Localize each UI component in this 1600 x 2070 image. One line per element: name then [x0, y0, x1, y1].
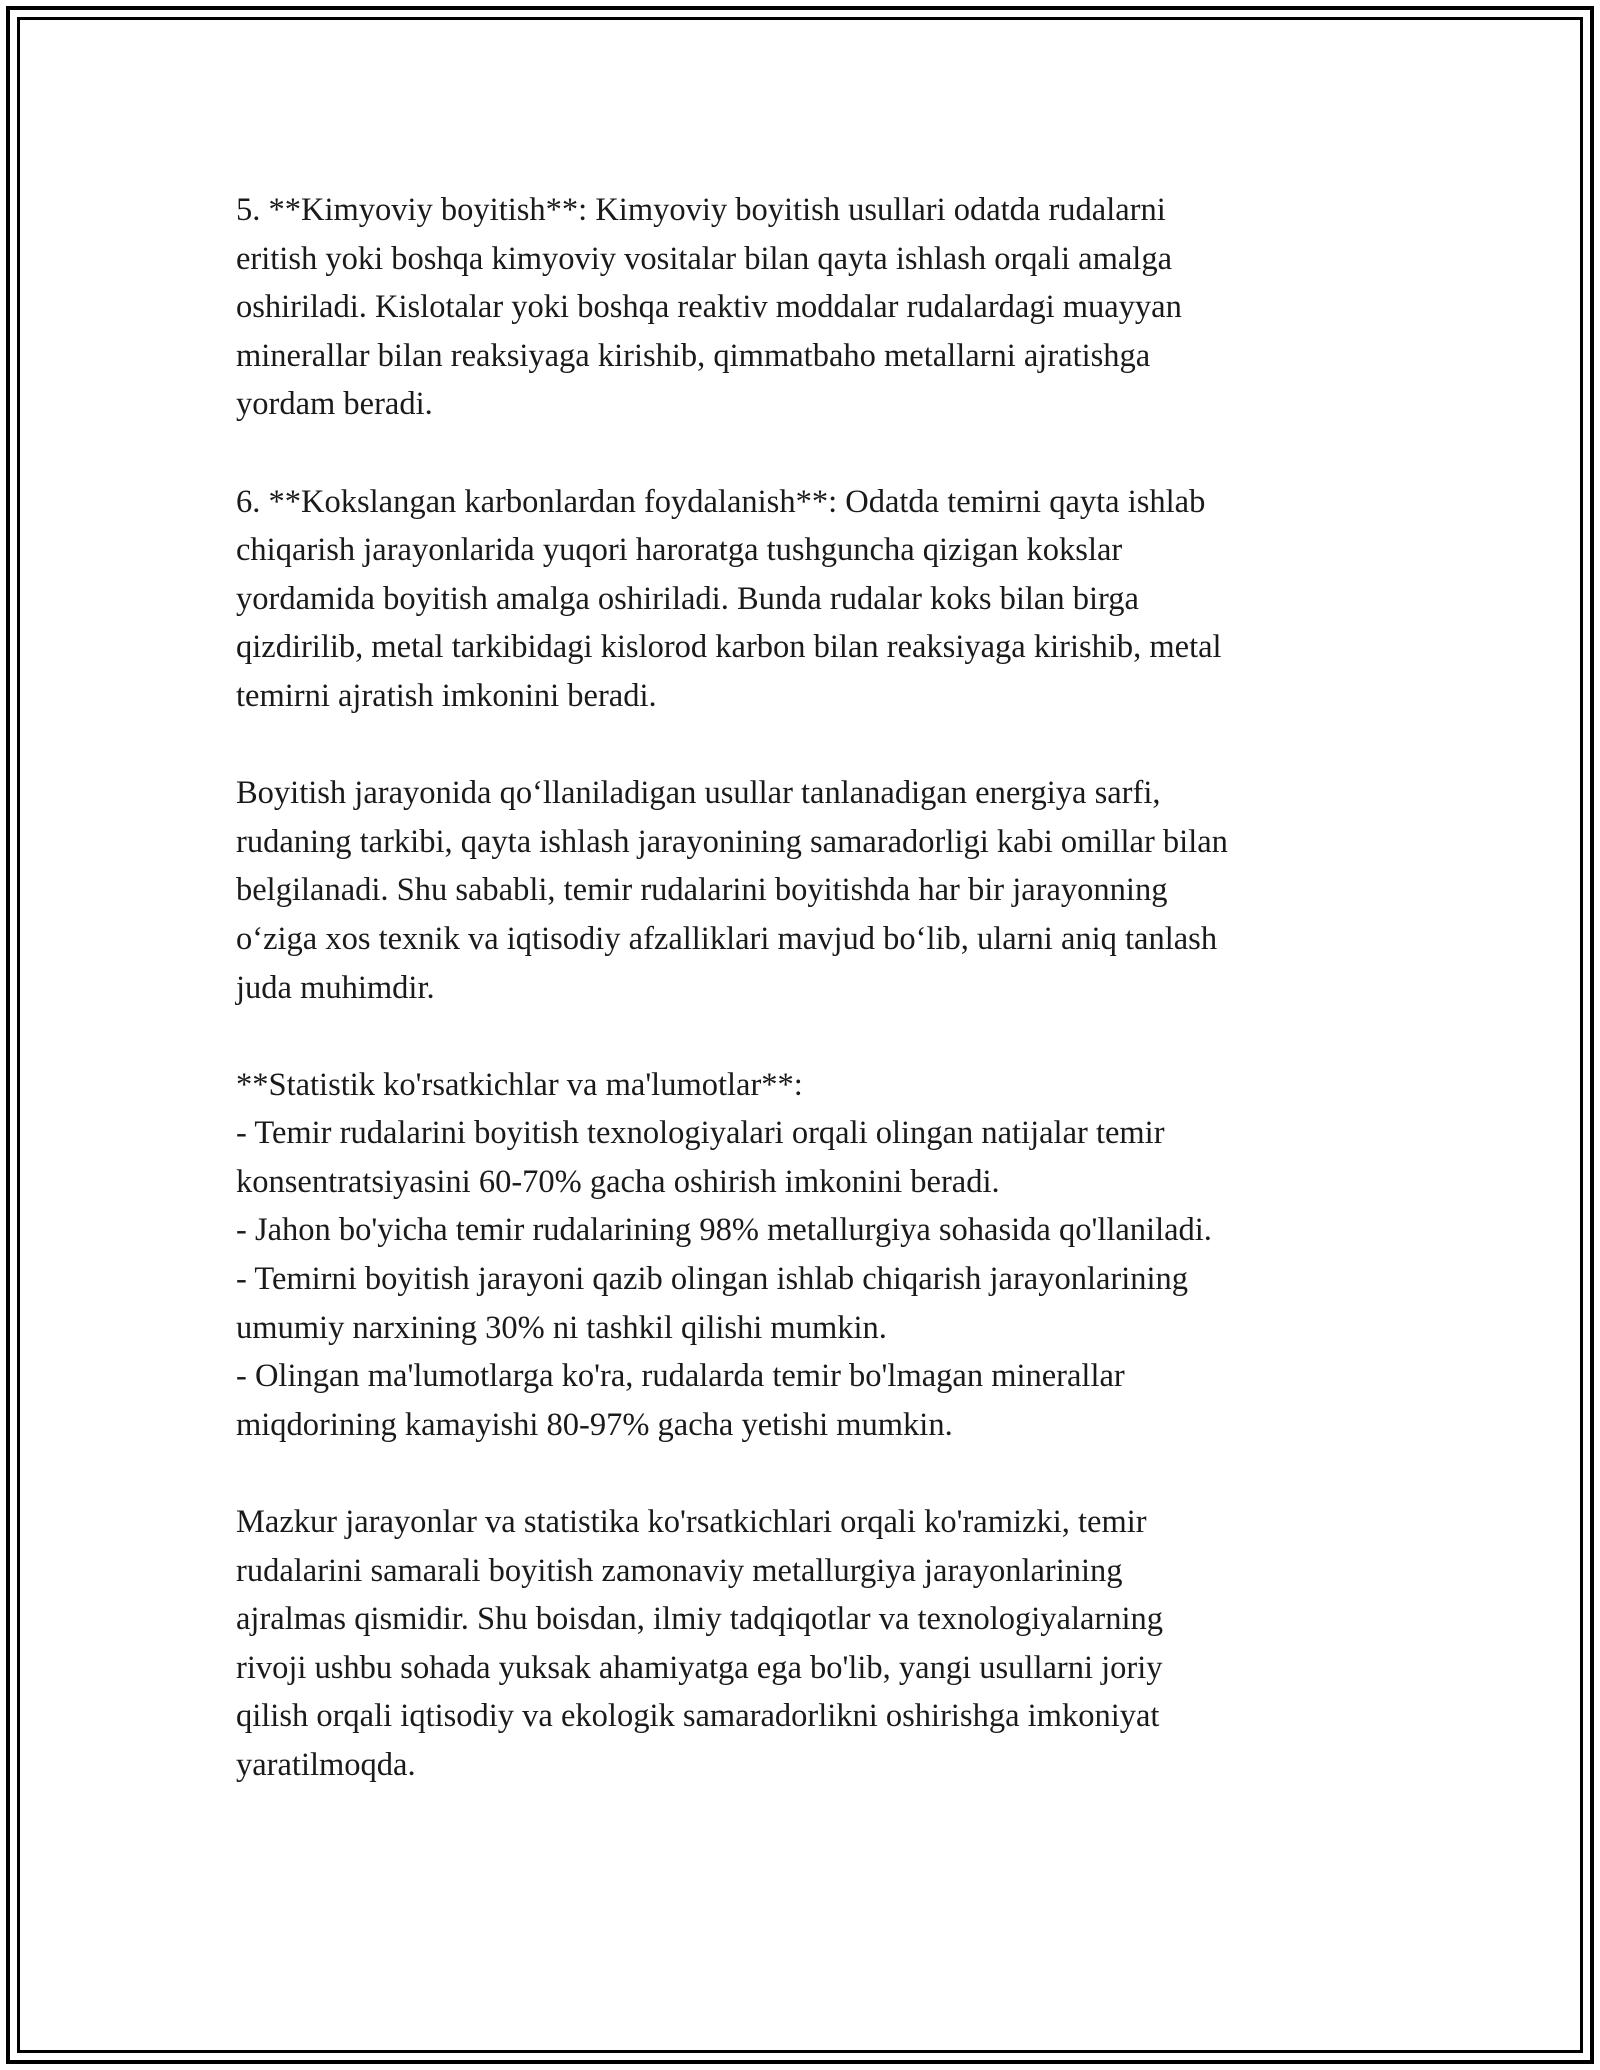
text-line: juda muhimdir.	[236, 969, 435, 1006]
text-line: qilish orqali iqtisodiy va ekologik samaradorlikni oshirishga imkoniyat	[236, 1698, 1160, 1735]
paragraph-conclusion	[236, 1498, 1376, 1790]
paragraph-chemical-enrichment	[236, 186, 1376, 429]
text-line: temirni ajratish imkonini beradi.	[236, 677, 657, 714]
text-line: oshiriladi. Kislotalar yoki boshqa reaktiv moddalar rudalardagi muayyan	[236, 289, 1182, 326]
statistics-heading: **Statistik ko'rsatkichlar va ma'lumotlar**:	[236, 1066, 803, 1103]
statistics-item: - Jahon bo'yicha temir rudalarining 98% metallurgiya sohasida qo'llaniladi.	[236, 1212, 1212, 1249]
document-body	[236, 186, 1376, 1838]
text-line: rivoji ushbu sohada yuksak ahamiyatga ega bo'lib, yangi usullarni joriy	[236, 1649, 1163, 1686]
text-line: Mazkur jarayonlar va statistika ko'rsatkichlari orqali ko'ramizki, temir	[236, 1504, 1147, 1541]
paragraph-statistics	[236, 1061, 1376, 1450]
text-line: chiqarish jarayonlarida yuqori haroratga tushguncha qizigan kokslar	[236, 532, 1123, 569]
statistics-item: konsentratsiyasini 60-70% gacha oshirish imkonini beradi.	[236, 1163, 1000, 1200]
statistics-item: miqdorining kamayishi 80-97% gacha yetishi mumkin.	[236, 1406, 953, 1443]
statistics-item: - Olingan ma'lumotlarga ko'ra, rudalarda temir bo'lmagan minerallar	[236, 1358, 1125, 1395]
text-line: qizdirilib, metal tarkibidagi kislorod karbon bilan reaksiyaga kirishib, metal	[236, 629, 1222, 666]
text-line: Boyitish jarayonida qo‘llaniladigan usullar tanlanadigan energiya sarfi,	[236, 775, 1161, 812]
text-line: minerallar bilan reaksiyaga kirishib, qimmatbaho metallarni ajratishga	[236, 337, 1151, 374]
text-line: 5. **Kimyoviy boyitish**: Kimyoviy boyitish usullari odatda rudalarni	[236, 192, 1166, 228]
text-line: ajralmas qismidir. Shu boisdan, ilmiy tadqiqotlar va texnologiyalarning	[236, 1601, 1164, 1638]
text-line: eritish yoki boshqa kimyoviy vositalar bilan qayta ishlash orqali amalga	[236, 240, 1172, 277]
text-line: rudaning tarkibi, qayta ishlash jarayonining samaradorligi kabi omillar bilan	[236, 823, 1228, 860]
text-line: yaratilmoqda.	[236, 1747, 416, 1783]
text-line: yordam beradi.	[236, 386, 433, 423]
text-line: rudalarini samarali boyitish zamonaviy metallurgiya jarayonlarining	[236, 1552, 1123, 1589]
statistics-item: - Temirni boyitish jarayoni qazib olingan ishlab chiqarish jarayonlarining	[236, 1261, 1189, 1298]
text-line: o‘ziga xos texnik va iqtisodiy afzalliklari mavjud bo‘lib, ularni aniq tanlash	[236, 920, 1218, 957]
statistics-item: - Temir rudalarini boyitish texnologiyalari orqali olingan natijalar temir	[236, 1115, 1165, 1152]
text-line: belgilanadi. Shu sababli, temir rudalarini boyitishda har bir jarayonning	[236, 872, 1168, 909]
paragraph-coke-carbon	[236, 478, 1376, 721]
statistics-item: umumiy narxining 30% ni tashkil qilishi mumkin.	[236, 1309, 887, 1346]
paragraph-method-selection	[236, 769, 1376, 1012]
text-line: 6. **Kokslangan karbonlardan foydalanish**: Odatda temirni qayta ishlab	[236, 483, 1206, 520]
text-line: yordamida boyitish amalga oshiriladi. Bunda rudalar koks bilan birga	[236, 580, 1139, 617]
